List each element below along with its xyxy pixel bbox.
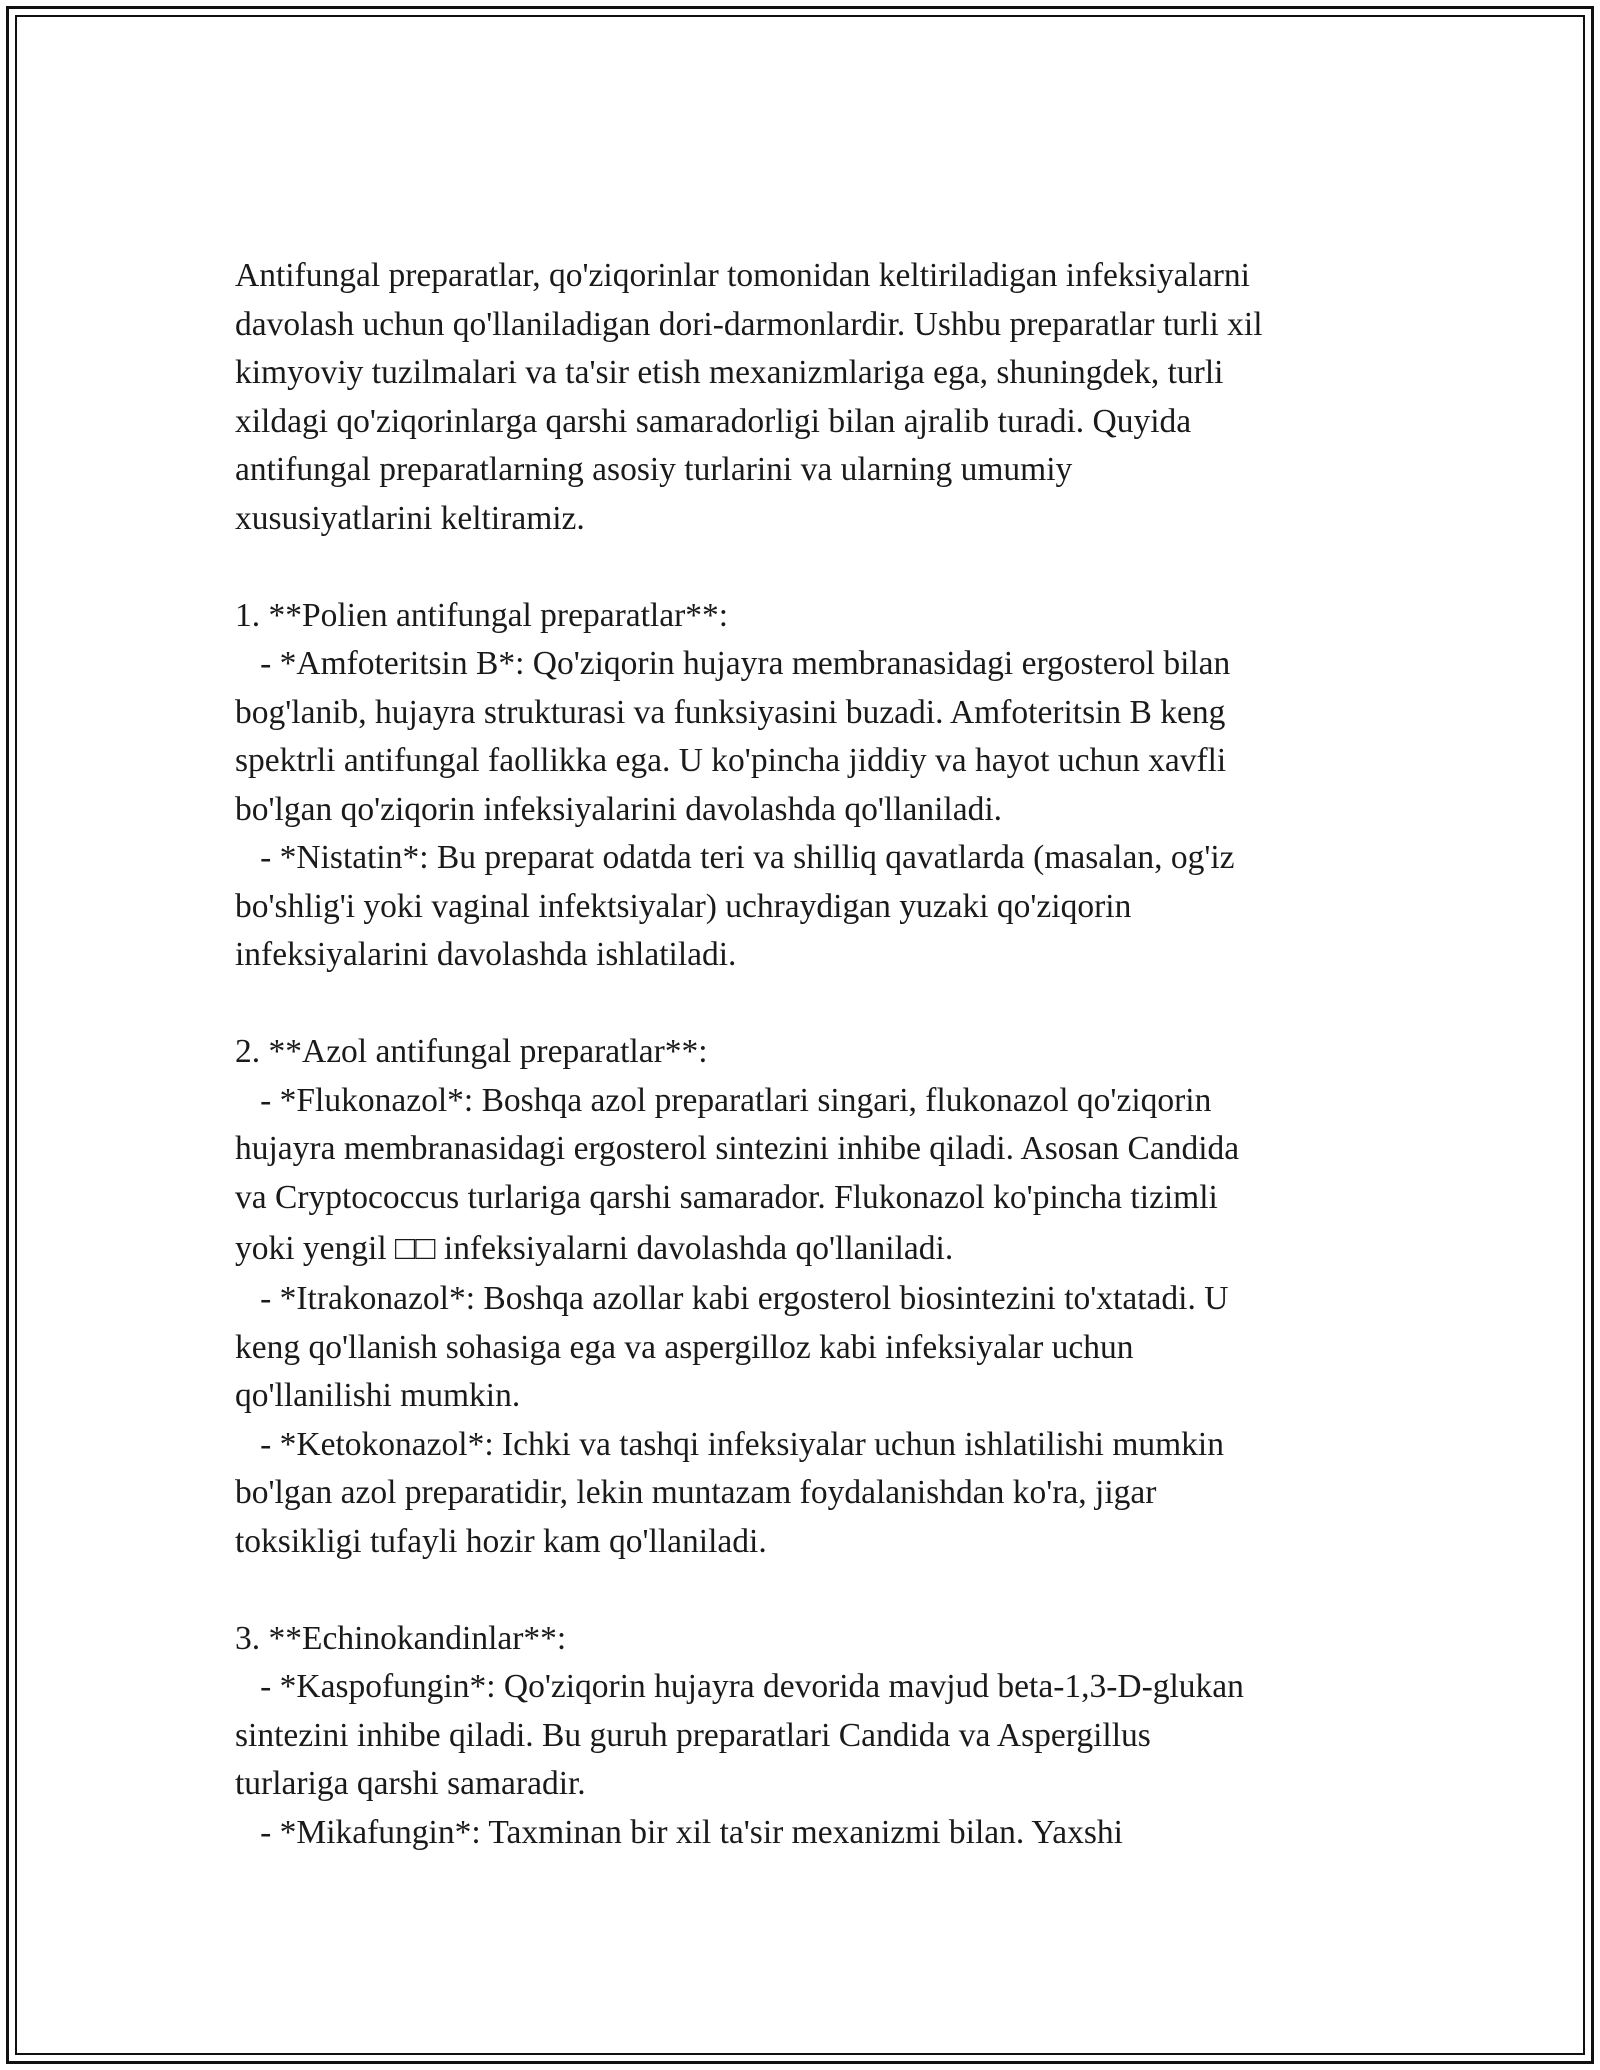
section-line: qo'llanilishi mumkin. — [235, 1377, 521, 1414]
intro-line: kimyoviy tuzilmalari va ta'sir etish mexanizmlariga ega, shuningdek, turli — [235, 354, 1224, 391]
section-line: va Cryptococcus turlariga qarshi samarador. Flukonazol ko'pincha tizimli — [235, 1178, 1218, 1216]
section-azol — [235, 1028, 1385, 1566]
section-line: bog'lanib, hujayra strukturasi va funksiyasini buzadi. Amfoteritsin B keng — [235, 693, 1226, 731]
section-line: keng qo'llanish sohasiga ega va aspergilloz kabi infeksiyalar uchun — [235, 1328, 1134, 1366]
paragraph-spacer — [235, 980, 1385, 1029]
section-line: - *Kaspofungin*: Qo'ziqorin hujayra devorida mavjud beta-1,3-D-glukan — [235, 1668, 1244, 1705]
section-line: bo'lgan qo'ziqorin infeksiyalarini davolashda qo'llaniladi. — [235, 790, 1003, 828]
section-line: - *Itrakonazol*: Boshqa azollar kabi ergosterol biosintezini to'xtatadi. U — [235, 1280, 1229, 1317]
document-body — [235, 252, 1385, 1857]
section-line: infeksiyalarini davolashda ishlatiladi. — [235, 936, 737, 973]
intro-line: davolash uchun qo'llaniladigan dori-darmonlardir. Ushbu preparatlar turli xil — [235, 305, 1263, 343]
intro-line: antifungal preparatlarning asosiy turlarini va ularning umumiy — [235, 451, 1073, 488]
section-line: - *Amfoteritsin B*: Qo'ziqorin hujayra membranasidagi ergosterol bilan — [235, 645, 1231, 682]
section-line: yoki yengil □□ infeksiyalarni davolashda qo'llaniladi. — [235, 1230, 954, 1267]
section-polien — [235, 592, 1385, 980]
intro-paragraph — [235, 252, 1385, 543]
section-line: bo'shlig'i yoki vaginal infektsiyalar) uchraydigan yuzaki qo'ziqorin — [235, 887, 1132, 925]
section-heading: 2. **Azol antifungal preparatlar**: — [235, 1033, 708, 1070]
paragraph-spacer — [235, 543, 1385, 592]
intro-line: xildagi qo'ziqorinlarga qarshi samaradorligi bilan ajralib turadi. Quyida — [235, 402, 1192, 440]
section-echinokandinlar — [235, 1615, 1385, 1858]
section-heading: 3. **Echinokandinlar**: — [235, 1619, 567, 1657]
section-heading: 1. **Polien antifungal preparatlar**: — [235, 596, 729, 634]
section-line: toksikligi tufayli hozir kam qo'llaniladi. — [235, 1522, 767, 1560]
section-line: sintezini inhibe qiladi. Bu guruh preparatlari Candida va Aspergillus — [235, 1716, 1151, 1754]
section-line: hujayra membranasidagi ergosterol sintezini inhibe qiladi. Asosan Candida — [235, 1130, 1240, 1167]
section-line: bo'lgan azol preparatidir, lekin muntazam foydalanishdan ko'ra, jigar — [235, 1474, 1157, 1511]
paragraph-spacer — [235, 1566, 1385, 1615]
section-line: turlariga qarshi samaradir. — [235, 1765, 586, 1802]
section-line: spektrli antifungal faollikka ega. U ko'pincha jiddiy va hayot uchun xavfli — [235, 742, 1227, 779]
intro-line: xususiyatlarini keltiramiz. — [235, 499, 585, 537]
intro-line: Antifungal preparatlar, qo'ziqorinlar tomonidan keltiriladigan infeksiyalarni — [235, 257, 1250, 294]
section-line: - *Nistatin*: Bu preparat odatda teri va shilliq qavatlarda (masalan, og'iz — [235, 839, 1235, 876]
section-line: - *Flukonazol*: Boshqa azol preparatlari singari, flukonazol qo'ziqorin — [235, 1081, 1212, 1119]
section-line: - *Ketokonazol*: Ichki va tashqi infeksiyalar uchun ishlatilishi mumkin — [235, 1425, 1224, 1463]
section-line: - *Mikafungin*: Taxminan bir xil ta'sir mexanizmi bilan. Yaxshi — [235, 1813, 1123, 1851]
